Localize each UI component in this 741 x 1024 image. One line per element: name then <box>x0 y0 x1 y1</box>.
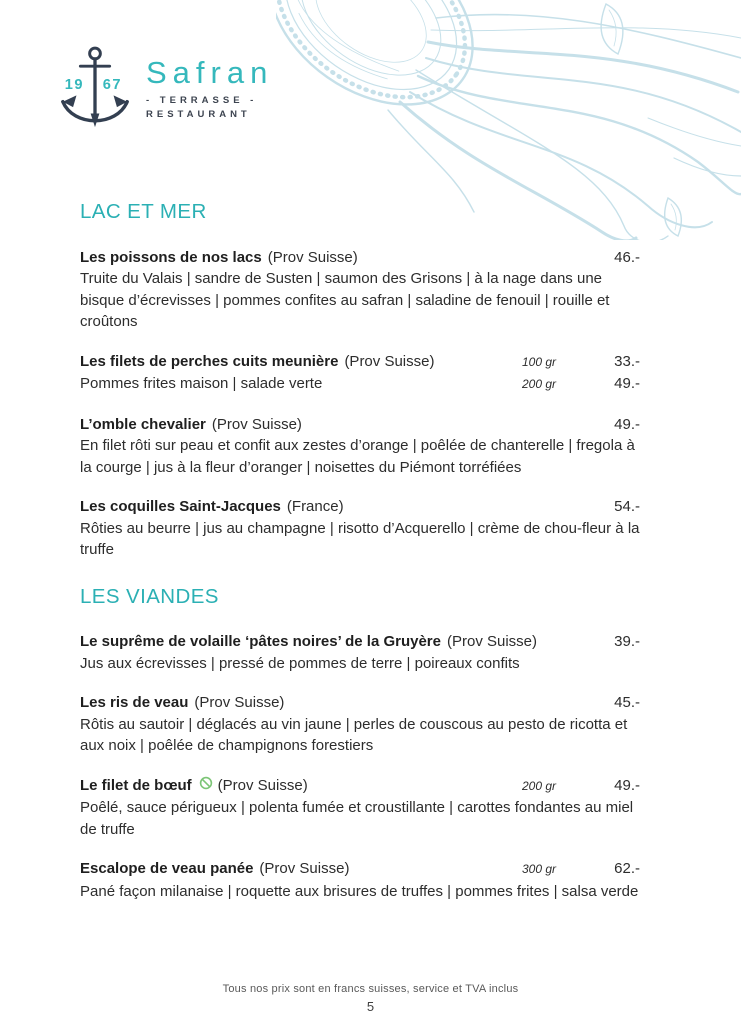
section-les-viandes <box>80 585 640 903</box>
menu-item-poissons <box>80 247 640 333</box>
dish-description: Rôties au beurre | jus au champagne | risotto d’Acquerello | crème de chou-fleur à la truffe <box>80 519 640 559</box>
dish-description: Truite du Valais | sandre de Susten | saumon des Grisons | à la nage dans une bisque d’écrevisses | pommes confites au safran | saladine de fenouil | rouille et croûtons <box>80 270 610 331</box>
dish-provenance: (France) <box>286 498 344 516</box>
dish-name: Les filets de perches cuits meunière <box>80 352 339 370</box>
brand-block <box>146 57 273 123</box>
dish-description: Jus aux écrevisses | pressé de pommes de terre | poireaux confits <box>80 654 520 672</box>
section-lac-et-mer <box>80 200 640 561</box>
brand-name: Safran <box>146 55 274 90</box>
page-footer <box>0 983 741 1014</box>
dish-weight: 300 gr <box>521 862 557 877</box>
dish-provenance: (Prov Suisse) <box>259 860 350 878</box>
dish-price: 49.- <box>614 415 640 433</box>
dish-provenance: (Prov Suisse) <box>211 415 302 433</box>
menu-item-saint-jacques <box>80 496 640 561</box>
dish-price: 62.- <box>614 860 640 878</box>
logo-year-left: 19 <box>64 77 84 94</box>
section-title: LES VIANDES <box>80 584 219 608</box>
menu-content <box>80 200 640 920</box>
section-title: LAC ET MER <box>80 200 207 223</box>
dish-weight-2: 200 gr <box>521 377 557 392</box>
menu-item-perches <box>80 351 640 396</box>
dish-price: 54.- <box>614 498 640 516</box>
anchor-icon <box>56 44 134 140</box>
dish-description: Pané façon milanaise | roquette aux brisures de truffes | pommes frites | salsa verde <box>80 882 639 900</box>
dish-price: 45.- <box>614 694 640 712</box>
dish-name: Les coquilles Saint-Jacques <box>80 498 281 516</box>
menu-item-filet-de-boeuf <box>80 775 640 841</box>
dish-description: Rôtis au sautoir | déglacés au vin jaune | perles de couscous au pesto de ricotta et aux noix | poêlée de champignons forestiers <box>80 715 628 755</box>
dish-provenance: (Prov Suisse) <box>447 633 538 651</box>
dish-name: Les ris de veau <box>80 694 189 712</box>
dish-provenance: (Prov Suisse) <box>344 352 435 370</box>
dish-provenance: (Prov Suisse) <box>217 776 308 794</box>
dish-provenance: (Prov Suisse) <box>194 694 285 712</box>
brand-subtitle-restaurant: RESTAURANT <box>146 109 251 121</box>
dish-weight: 100 gr <box>521 354 557 369</box>
dish-name: Le filet de bœuf <box>80 776 192 794</box>
price-disclaimer: Tous nos prix sont en francs suisses, service et TVA inclus <box>222 983 519 995</box>
menu-item-ris-de-veau <box>80 692 640 757</box>
dish-price: 39.- <box>614 633 640 651</box>
dish-price: 46.- <box>614 248 640 266</box>
dish-description: Pommes frites maison | salade verte <box>80 375 323 393</box>
restaurant-logo <box>56 44 273 140</box>
dish-description: En filet rôti sur peau et confit aux zestes d’orange | poêlée de chanterelle | fregola à la courge | jus à la fleur d’oranger | noisettes du Piémont torréfiées <box>80 437 635 476</box>
dish-price: 33.- <box>614 352 640 370</box>
dish-price: 49.- <box>614 776 640 794</box>
dish-name: Escalope de veau panée <box>80 860 254 878</box>
dish-name: Les poissons de nos lacs <box>80 248 262 266</box>
brand-subtitle-terrasse: - TERRASSE - <box>146 95 258 106</box>
dish-provenance: (Prov Suisse) <box>267 248 358 266</box>
dish-description: Poêlé, sauce périgueux | polenta fumée et croustillante | carottes fondantes au miel de truffe <box>80 799 634 838</box>
logo-year-right: 67 <box>102 77 122 94</box>
dish-name: L’omble chevalier <box>80 415 206 433</box>
dish-weight: 200 gr <box>521 778 557 793</box>
menu-item-escalope-veau <box>80 858 640 902</box>
dish-name: Le suprême de volaille ‘pâtes noires’ de la Gruyère <box>80 633 441 651</box>
menu-item-supreme-volaille <box>80 631 640 674</box>
menu-item-omble <box>80 414 640 479</box>
crossed-circle-icon <box>199 776 213 790</box>
dish-price-2: 49.- <box>614 375 640 393</box>
page-number: 5 <box>366 999 375 1014</box>
